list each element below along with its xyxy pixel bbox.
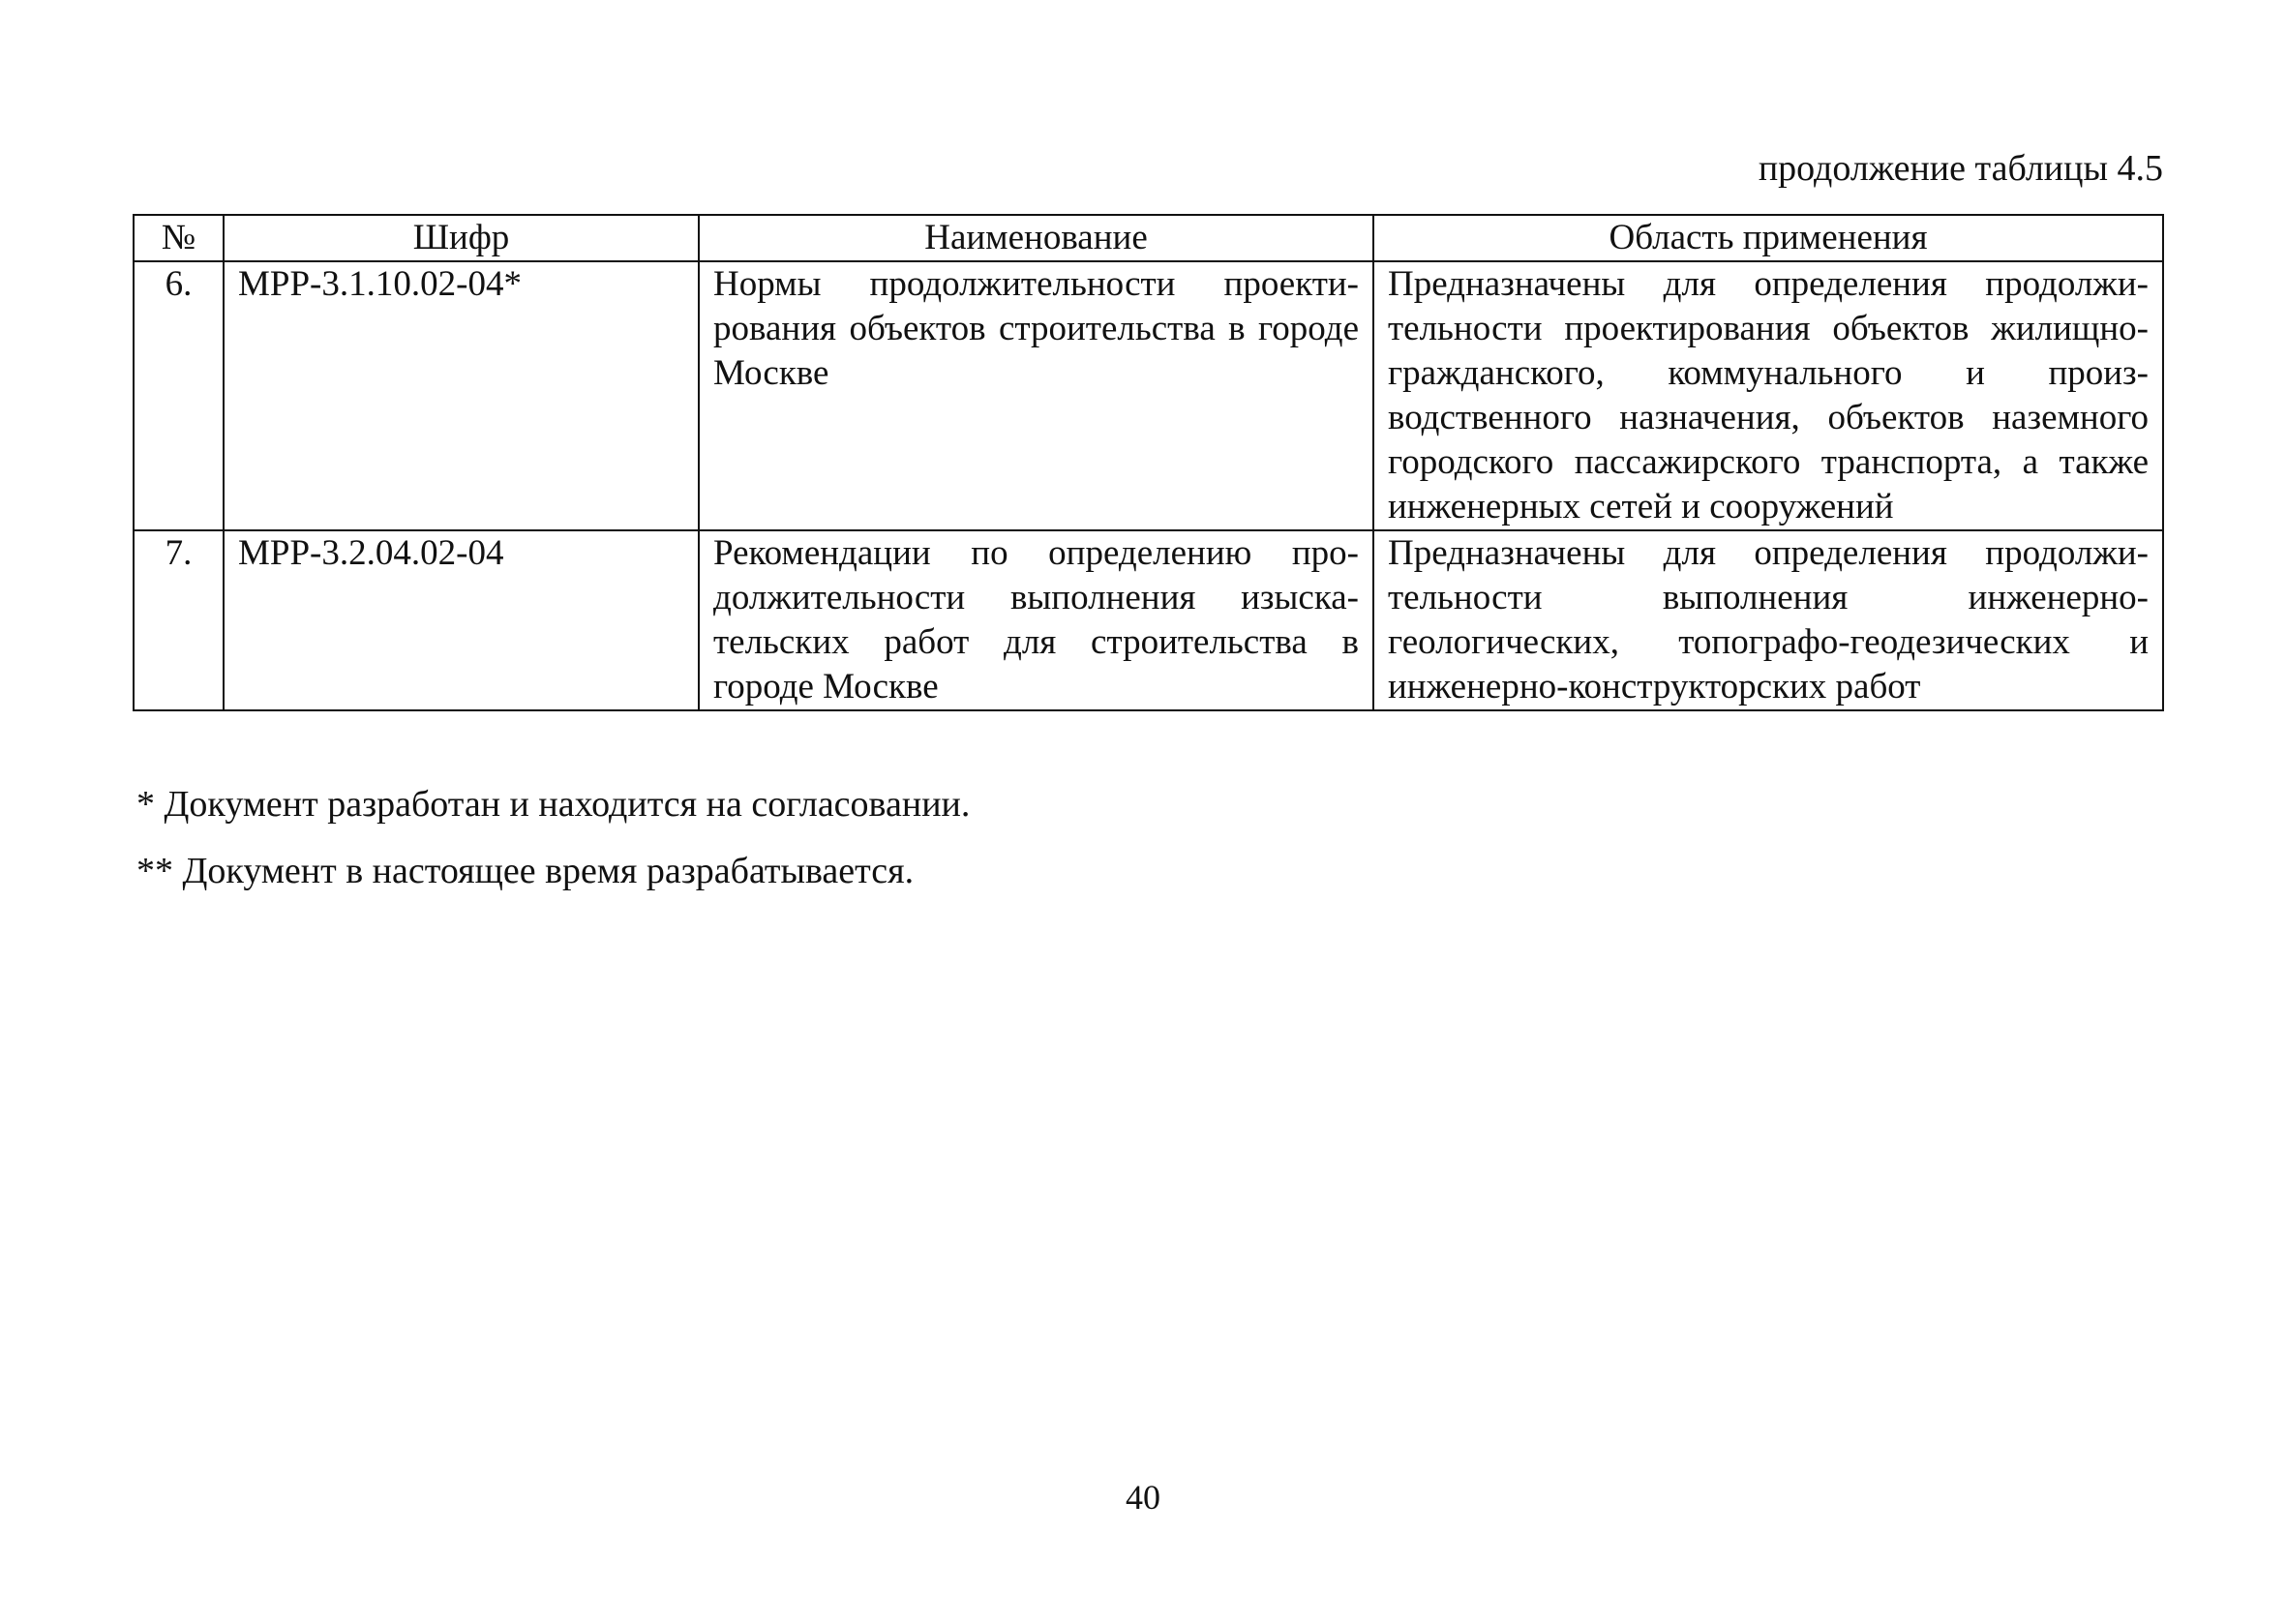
footnote-document-under-approval: * Документ разработан и находится на согласовании.	[136, 784, 971, 825]
row-number: 7.	[134, 530, 224, 710]
row-number: 6.	[134, 261, 224, 530]
table-continuation-caption: продолжение таблицы 4.5	[1758, 148, 2163, 189]
header-name: Наименование	[699, 215, 1373, 261]
table-row	[134, 530, 2163, 710]
row-scope: Предназначены для определения продолжительности выполнения инженерно-геологических, топографо-геодезических и инженерно-конструкторских работ	[1373, 530, 2163, 710]
row-code: МРР-3.2.04.02-04	[224, 530, 699, 710]
table-header-row	[134, 215, 2163, 261]
header-scope: Область применения	[1373, 215, 2163, 261]
row-name: Рекомендации по определению продолжительности выполнения изыскательских работ для строительства в городе Москве	[699, 530, 1373, 710]
row-name: Нормы продолжительности проектирования объектов строительства в городе Москве	[699, 261, 1373, 530]
row-scope: Предназначены для определения продолжительности проектирования объектов жилищно-гражданского, коммунального и производственного назначения, объектов наземного городского пассажирского транспорта, а также инженерных сетей и сооружений	[1373, 261, 2163, 530]
header-code: Шифр	[224, 215, 699, 261]
table-row	[134, 261, 2163, 530]
norms-table	[133, 214, 2164, 711]
page-number: 40	[1126, 1478, 1160, 1517]
footnote-document-in-development: ** Документ в настоящее время разрабатывается.	[136, 851, 915, 891]
header-number: №	[134, 215, 224, 261]
row-code: МРР-3.1.10.02-04*	[224, 261, 699, 530]
